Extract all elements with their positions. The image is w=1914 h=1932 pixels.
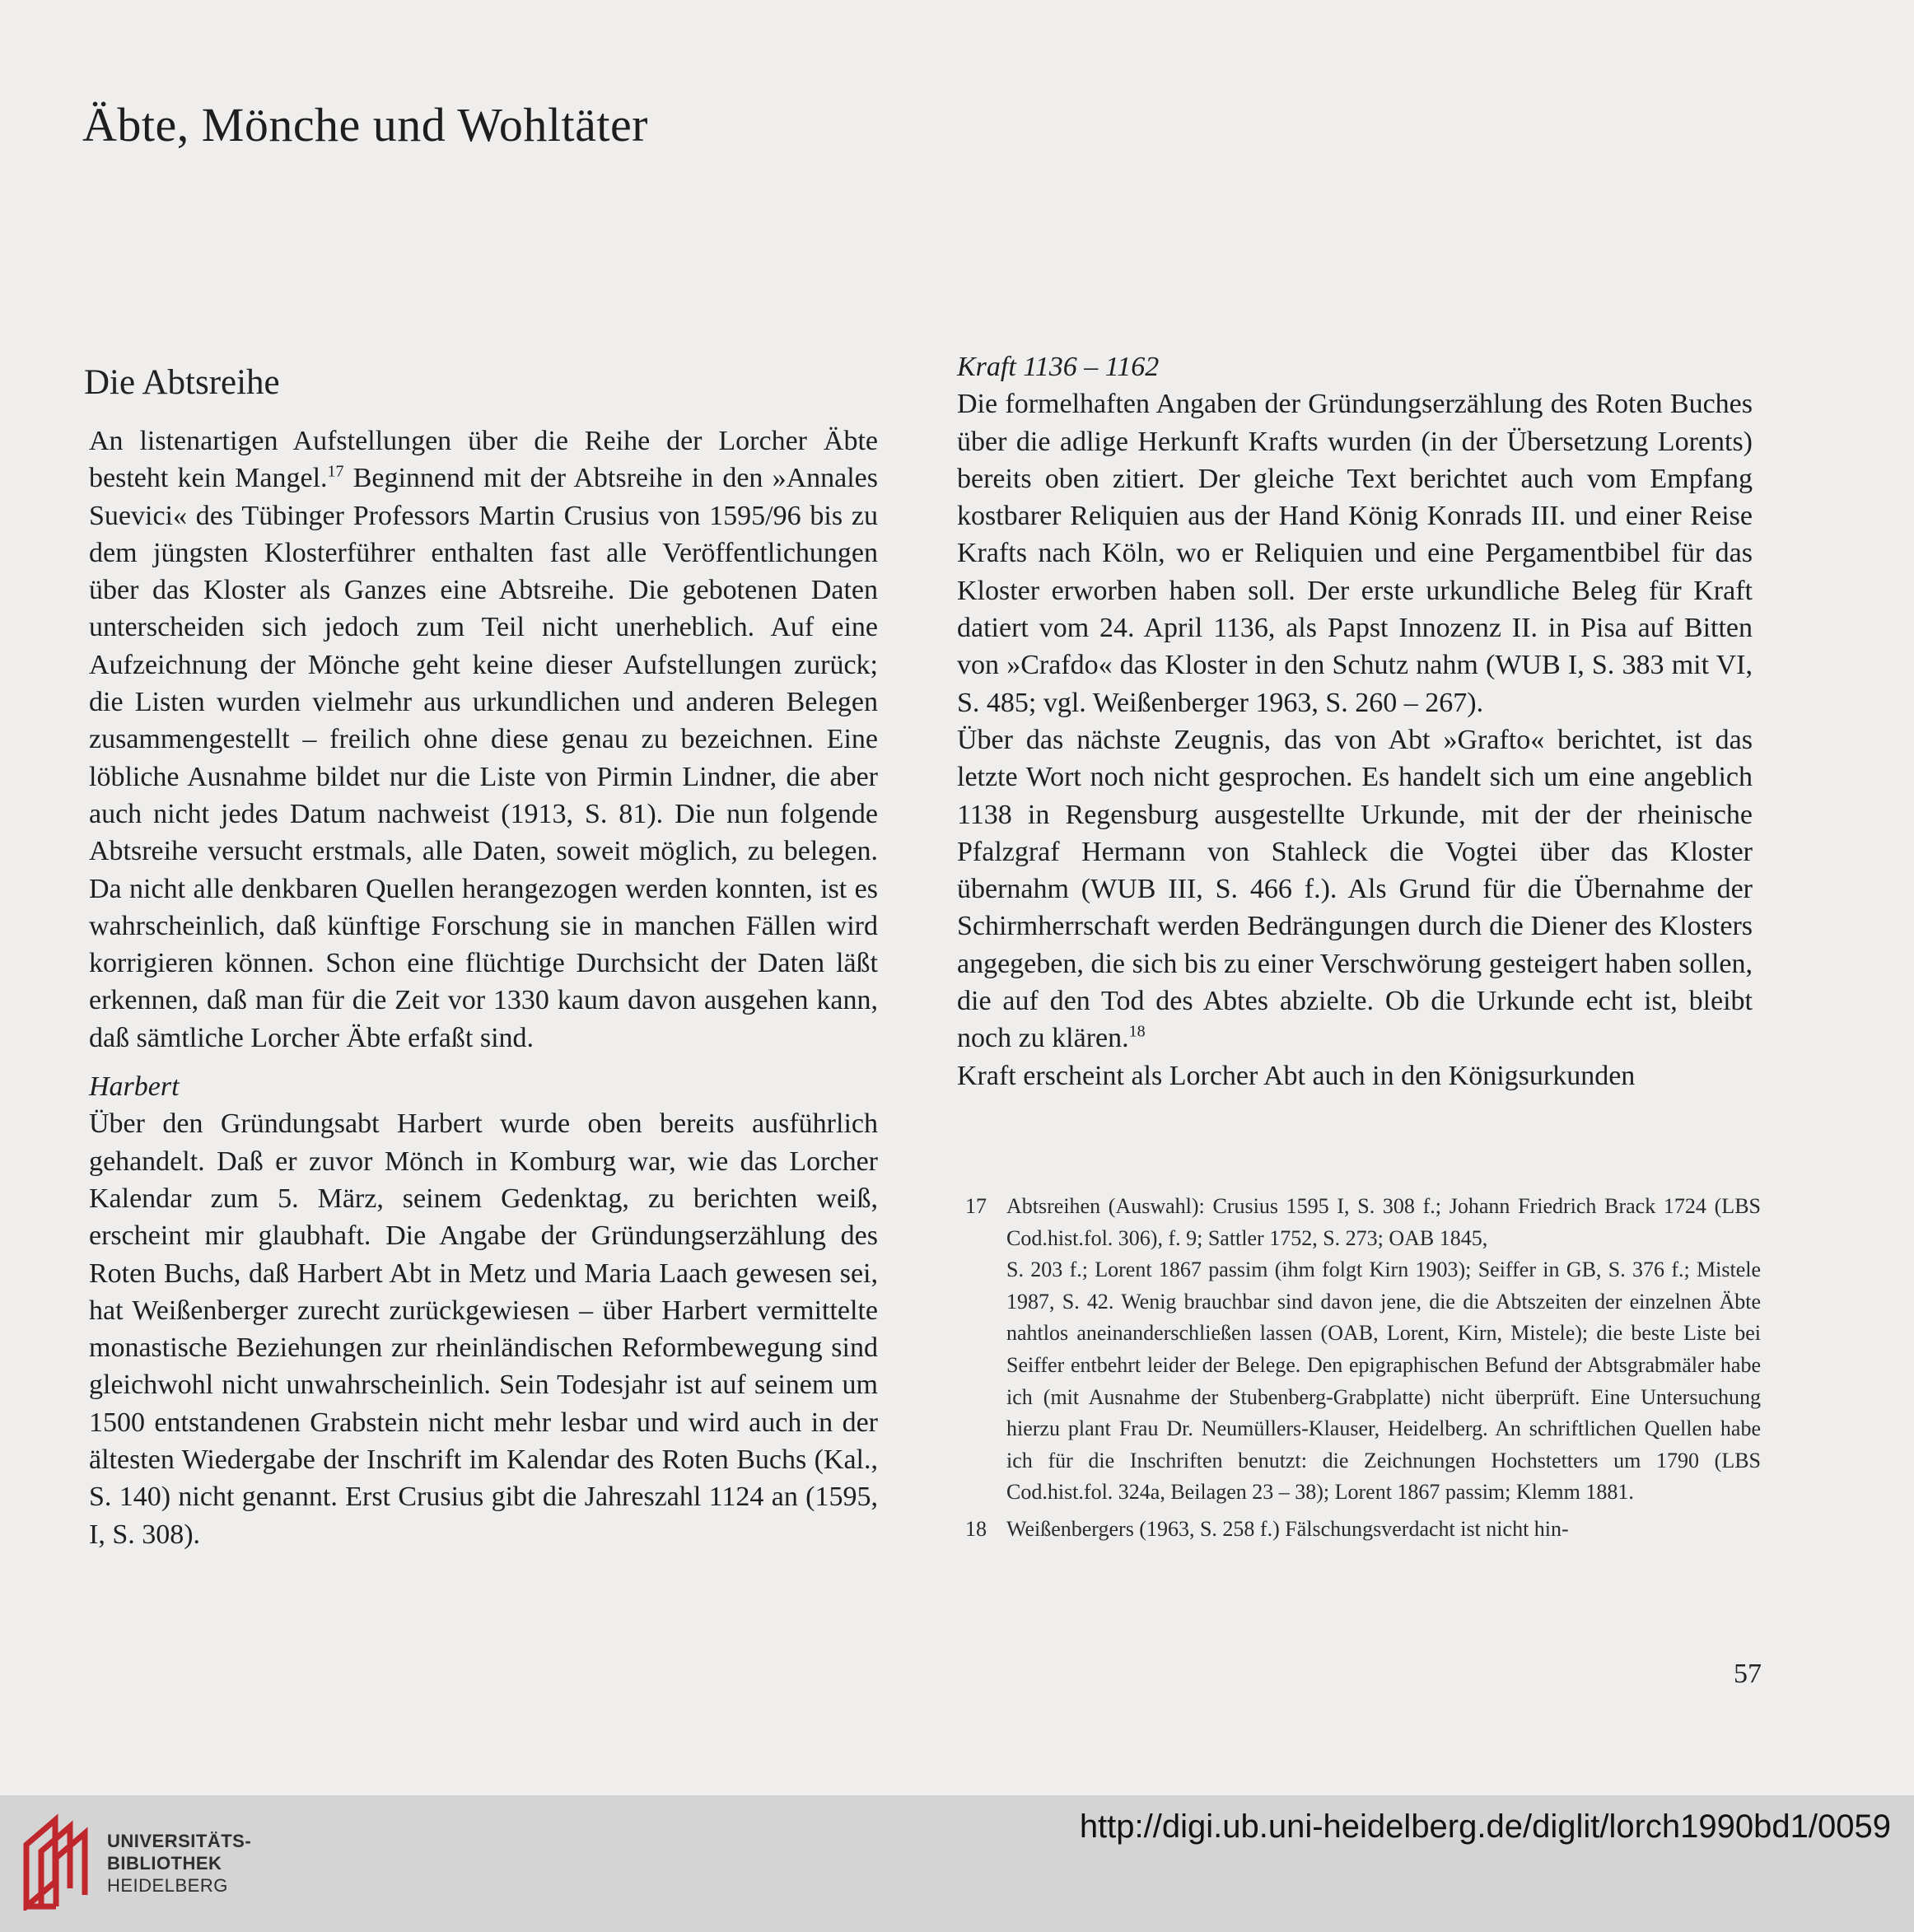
footnote-17: 17 Abtsreihen (Auswahl): Crusius 1595 I, S. 308 f.; Johann Friedrich Brack 1724 (LBS Cod.hist.fol. 306), f. 9; Sattler 1752, S. 273; OAB 1845, [965, 1191, 1761, 1254]
library-logo-icon[interactable] [18, 1812, 117, 1911]
footnote-number: 18 [965, 1516, 987, 1541]
section-title: Die Abtsreihe [84, 363, 280, 402]
paragraph-harbert: Über den Gründungsabt Harbert wurde oben bereits ausführlich gehandelt. Daß er zuvor Mönch in Komburg war, wie das Lorcher Kalendar zum 5. März, seinem Gedenktag, zu berichten weiß, erscheint mir glaubhaft. Die Angabe der Gründungserzählung des Roten Buchs, daß Harbert Abt in Metz und Maria Laach gewesen sei, hat Weißenberger zurecht zurückgewiesen – über Harbert vermittelte monastische Beziehungen zur rheinländischen Reformbewegung sind gleichwohl nicht unwahrscheinlich. Sein Todesjahr ist auf seinem um 1500 entstandenen Grabstein nicht mehr lesbar und wird auch in der ältesten Wiedergabe der Inschrift im Kalendar des Roten Buchs (Kal., S. 140) nicht genannt. Erst Crusius gibt die Jahreszahl 1124 an (1595, I, S. 308). [89, 1108, 878, 1550]
source-url-link[interactable]: http://digi.ub.uni-heidelberg.de/diglit/lorch1990bd1/0059 [1079, 1808, 1891, 1845]
footnotes [965, 1191, 1761, 1546]
footnote-17-continued: S. 203 f.; Lorent 1867 passim (ihm folgt Kirn 1903); Seiffer in GB, S. 376 f.; Mistele 1987, S. 42. Wenig brauchbar sind davon jene, die die Abtszeiten der einzelnen Äbte nahtlos aneinanderschließen lassen (OAB, Lorent, Kirn, Mistele); die beste Liste bei Seiffer entbehrt leider der Belege. Den epigraphischen Befund der Abtsgrabmäler habe ich (mit Ausnahme der Stubenberg-Grabplatte) nicht überprüft. Eine Untersuchung hierzu plant Frau Dr. Neumüllers-Klauser, Heidelberg. An schriftlichen Quellen habe ich für die Inschriften benutzt: die Zeichnungen Hochstetters um 1790 (LBS Cod.hist.fol. 324a, Beilagen 23 – 38); Lorent 1867 passim; Klemm 1881. [1006, 1258, 1761, 1505]
paragraph-intro: An listenartigen Aufstellungen über die Reihe der Lorcher Äbte besteht kein Mangel.$^{17}$ Beginnend mit der Abtsreihe in den »Annales Suevici« des Tübinger Professors Martin Crusius von 1595/96 bis zu dem jüngsten Klosterführer enthalten fast alle Veröffentlichungen über das Kloster als Ganzes eine Abtsreihe. Die gebotenen Daten unterscheiden sich jedoch zum Teil nicht unerheblich. Auf eine Aufzeichnung der Mönche geht keine dieser Aufstellungen zurück; die Listen wurden vielmehr aus urkundlichen und anderen Belegen zusammengestellt – freilich ohne diese genau zu bezeichnen. Eine löbliche Ausnahme bildet nur die Liste von Pirmin Lindner, die aber auch nicht jedes Datum nachweist (1913, S. 81). Die nun folgende Abtsreihe versucht erstmals, alle Daten, soweit möglich, zu belegen. Da nicht alle denkbaren Quellen herangezogen werden konnten, ist es wahrscheinlich, daß künftige Forschung sie in manchen Fällen wird korrigieren können. Schon eine flüchtige Durchsicht der Daten läßt erkennen, daß man für die Zeit vor 1330 kaum davon ausgehen kann, daß sämtliche Lorcher Äbte erfaßt sind. [89, 426, 878, 1053]
subheading-harbert: Harbert [89, 1071, 180, 1103]
subheading-kraft: Kraft 1136 – 1162 [957, 352, 1160, 382]
paragraph-kraft-3: Kraft erscheint als Lorcher Abt auch in den Königsurkunden [957, 1060, 1636, 1091]
right-column [957, 348, 1753, 1094]
left-column [89, 422, 878, 1553]
footnote-ref-17: 17 [327, 462, 344, 481]
footnote-ref-18: 18 [1128, 1023, 1146, 1042]
paragraph-kraft-2: Über das nächste Zeugnis, das von Abt »Grafto« berichtet, ist das letzte Wort noch nicht gesprochen. Es handelt sich um eine angeblich 1138 in Regensburg ausgestellte Urkunde, mit der der rheinische Pfalzgraf Hermann von Stahleck die Vogtei über das Kloster übernahm (WUB III, S. 466 f.). Als Grund für die Übernahme der Schirmherrschaft werden Bedrängungen durch die Diener des Klosters angegeben, die sich bis zu einer Verschwörung gesteigert haben sollen, die auf den Tod des Abtes abzielte. Ob die Urkunde echt ist, bleibt noch zu klären.$^{18}$ [957, 724, 1753, 1054]
paragraph-kraft-1: Die formelhaften Angaben der Gründungserzählung des Roten Buches über die adlige Herkunft Krafts wurden (in der Übersetzung Lorents) bereits oben zitiert. Der gleiche Text berichtet auch vom Empfang kostbarer Reliquien aus der Hand König Konrads III. und einer Reise Krafts nach Köln, wo er Reliquien und eine Pergamentbibel für das Kloster erworben haben soll. Der erste urkundliche Beleg für Kraft datiert vom 24. April 1136, als Papst Innozenz II. in Pisa auf Bitten von »Crafdo« das Kloster in den Schutz nahm (WUB I, S. 383 mit VI, S. 485; vgl. Weißenberger 1963, S. 260 – 267). [957, 389, 1753, 718]
footnote-18: 18 Weißenbergers (1963, S. 258 f.) Fälschungsverdacht ist nicht hin- [965, 1514, 1761, 1546]
library-name: UNIVERSITÄTS- BIBLIOTHEK HEIDELBERG [107, 1831, 252, 1896]
page-number: 57 [1734, 1659, 1762, 1689]
footnote-number: 17 [965, 1194, 987, 1218]
chapter-title: Äbte, Mönche und Wohltäter [82, 98, 648, 152]
